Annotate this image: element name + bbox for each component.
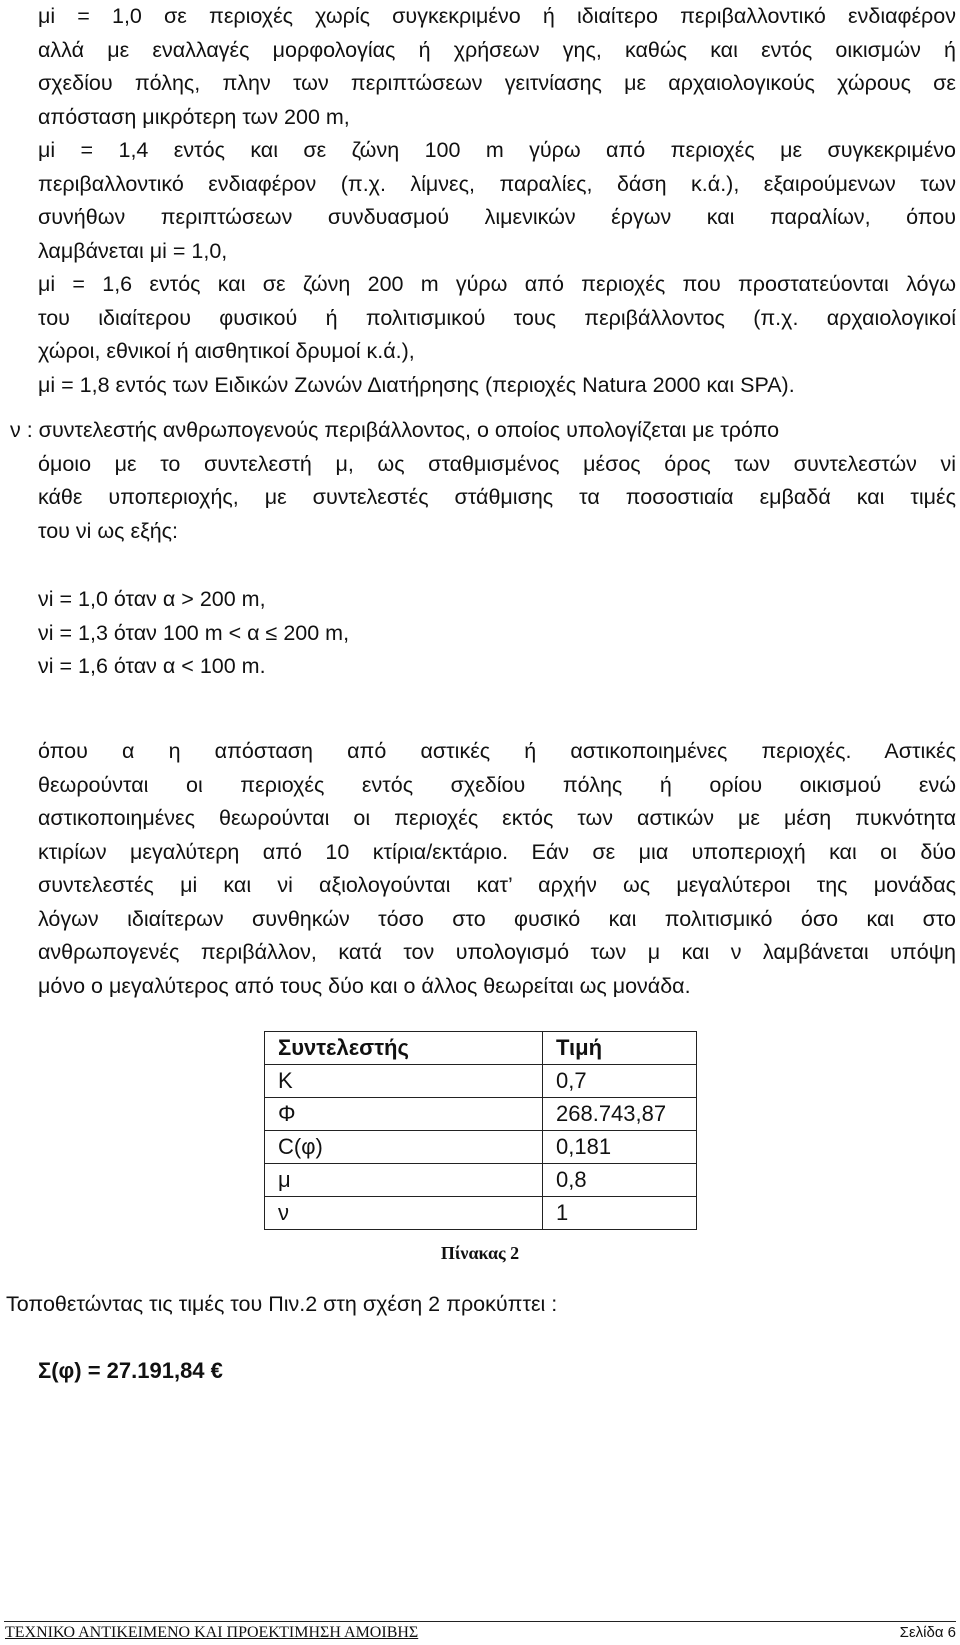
table-cell: 0,181 bbox=[543, 1131, 697, 1164]
table-cell: 268.743,87 bbox=[543, 1098, 697, 1131]
urban-areas-explanation bbox=[38, 735, 956, 1003]
text-line: νi = 1,6 όταν α < 100 m. bbox=[38, 654, 266, 678]
text-line: νi = 1,0 όταν α > 200 m, bbox=[38, 587, 266, 611]
coefficients-table bbox=[264, 1031, 697, 1230]
text-line: του ιδιαίτερου φυσικού ή πολιτισμικού τους περιβάλλοντος (π.χ. αρχαιολογικοί bbox=[38, 305, 956, 330]
footer-title: ΤΕΧΝΙΚΟ ΑΝΤΙΚΕΙΜΕΝΟ ΚΑΙ ΠΡΟΕΚΤΙΜΗΣΗ ΑΜΟΙΒΗΣ bbox=[5, 1624, 419, 1641]
result-intro: Τοποθετώντας τις τιμές του Πιν.2 στη σχέση 2 προκύπτει : bbox=[6, 1292, 558, 1316]
table-cell: μ bbox=[265, 1164, 543, 1197]
table-cell: ν bbox=[265, 1197, 543, 1230]
table-header-row bbox=[265, 1032, 697, 1065]
table-cell: 1 bbox=[543, 1197, 697, 1230]
text-line: αλλά με εναλλαγές μορφολογίας ή χρήσεων γης, καθώς και εντός οικισμών ή bbox=[38, 37, 956, 62]
page-number: Σελίδα 6 bbox=[899, 1624, 956, 1641]
text-line: νi = 1,3 όταν 100 m < α ≤ 200 m, bbox=[38, 620, 350, 645]
table-cell: Κ bbox=[265, 1065, 543, 1098]
nu-coefficient-definition bbox=[10, 414, 956, 548]
text-line: συντελεστές μi και νi αξιολογούνται κατ’ αρχήν ως μεγαλύτεροι της μονάδας bbox=[38, 873, 956, 897]
table-row bbox=[265, 1197, 697, 1230]
table-cell: C(φ) bbox=[265, 1131, 543, 1164]
table-cell: 0,8 bbox=[543, 1164, 697, 1197]
text-line: λαμβάνεται μi = 1,0, bbox=[38, 238, 228, 263]
table-row bbox=[265, 1164, 697, 1197]
text-line: απόσταση μικρότερη των 200 m, bbox=[38, 104, 350, 129]
text-line: συνήθων περιπτώσεων συνδυασμού λιμενικών έργων και παραλίων, όπου bbox=[38, 205, 956, 229]
text-line: όπου α η απόσταση από αστικές ή αστικοποιημένες περιοχές. Αστικές bbox=[38, 739, 956, 763]
text-line: ν : συντελεστής ανθρωπογενούς περιβάλλοντος, ο οποίος υπολογίζεται με τρόπο bbox=[10, 418, 780, 442]
result-value: Σ(φ) = 27.191,84 € bbox=[38, 1358, 223, 1383]
text-line: όμοιο με το συντελεστή μ, ως σταθμισμένος μέσος όρος των συντελεστών νi bbox=[38, 451, 956, 476]
mu-coefficient-definitions bbox=[38, 0, 956, 402]
text-line: μόνο ο μεγαλύτερος από τους δύο και ο άλλος θεωρείται ως μονάδα. bbox=[38, 973, 691, 998]
table-cell: 0,7 bbox=[543, 1065, 697, 1098]
text-line: αστικοποιημένες θεωρούνται οι περιοχές εκτός των αστικών με μέση πυκνότητα bbox=[38, 806, 956, 830]
text-line: μi = 1,8 εντός των Ειδικών Ζωνών Διατήρησης (περιοχές Natura 2000 και SPA). bbox=[38, 372, 795, 397]
table-header-cell: Τιμή bbox=[543, 1032, 697, 1065]
table-header-cell: Συντελεστής bbox=[265, 1032, 543, 1065]
text-line: κάθε υποπεριοχής, με συντελεστές στάθμισης τα ποσοστιαία εμβαδά και τιμές bbox=[38, 485, 956, 509]
text-line: θεωρούνται οι περιοχές εντός σχεδίου πόλης ή ορίου οικισμού ενώ bbox=[38, 772, 956, 797]
text-line: περιβαλλοντικό ενδιαφέρον (π.χ. λίμνες, παραλίες, δάση κ.ά.), εξαιρούμενων των bbox=[38, 171, 956, 196]
footer-divider bbox=[4, 1621, 956, 1622]
text-line: κτιρίων μεγαλύτερη από 10 κτίρια/εκτάριο. Εάν σε μια υποπεριοχή και οι δύο bbox=[38, 839, 956, 864]
table-cell: Φ bbox=[265, 1098, 543, 1131]
nu-values-list bbox=[38, 583, 956, 684]
text-line: μi = 1,6 εντός και σε ζώνη 200 m γύρω από περιοχές που προστατεύονται λόγω bbox=[38, 272, 956, 296]
text-line: μi = 1,4 εντός και σε ζώνη 100 m γύρω από περιοχές με συγκεκριμένο bbox=[38, 138, 956, 162]
text-line: χώροι, εθνικοί ή αισθητικοί δρυμοί κ.ά.), bbox=[38, 339, 415, 363]
text-line: ανθρωπογενές περιβάλλον, κατά τον υπολογισμό των μ και ν λαμβάνεται υπόψη bbox=[38, 940, 956, 964]
text-line: λόγων ιδιαίτερων συνθηκών τόσο στο φυσικό και πολιτισμικό όσο και στο bbox=[38, 906, 956, 931]
table-row bbox=[265, 1065, 697, 1098]
text-line: του νi ως εξής: bbox=[38, 518, 179, 543]
text-line: σχεδίου πόλης, πλην των περιπτώσεων γειτνίασης με αρχαιολογικούς χώρους σε bbox=[38, 71, 956, 95]
table-caption: Πίνακας 2 bbox=[440, 1243, 520, 1263]
table-row bbox=[265, 1131, 697, 1164]
table-row bbox=[265, 1098, 697, 1131]
text-line: μi = 1,0 σε περιοχές χωρίς συγκεκριμένο ή ιδιαίτερο περιβαλλοντικό ενδιαφέρον bbox=[38, 4, 956, 28]
